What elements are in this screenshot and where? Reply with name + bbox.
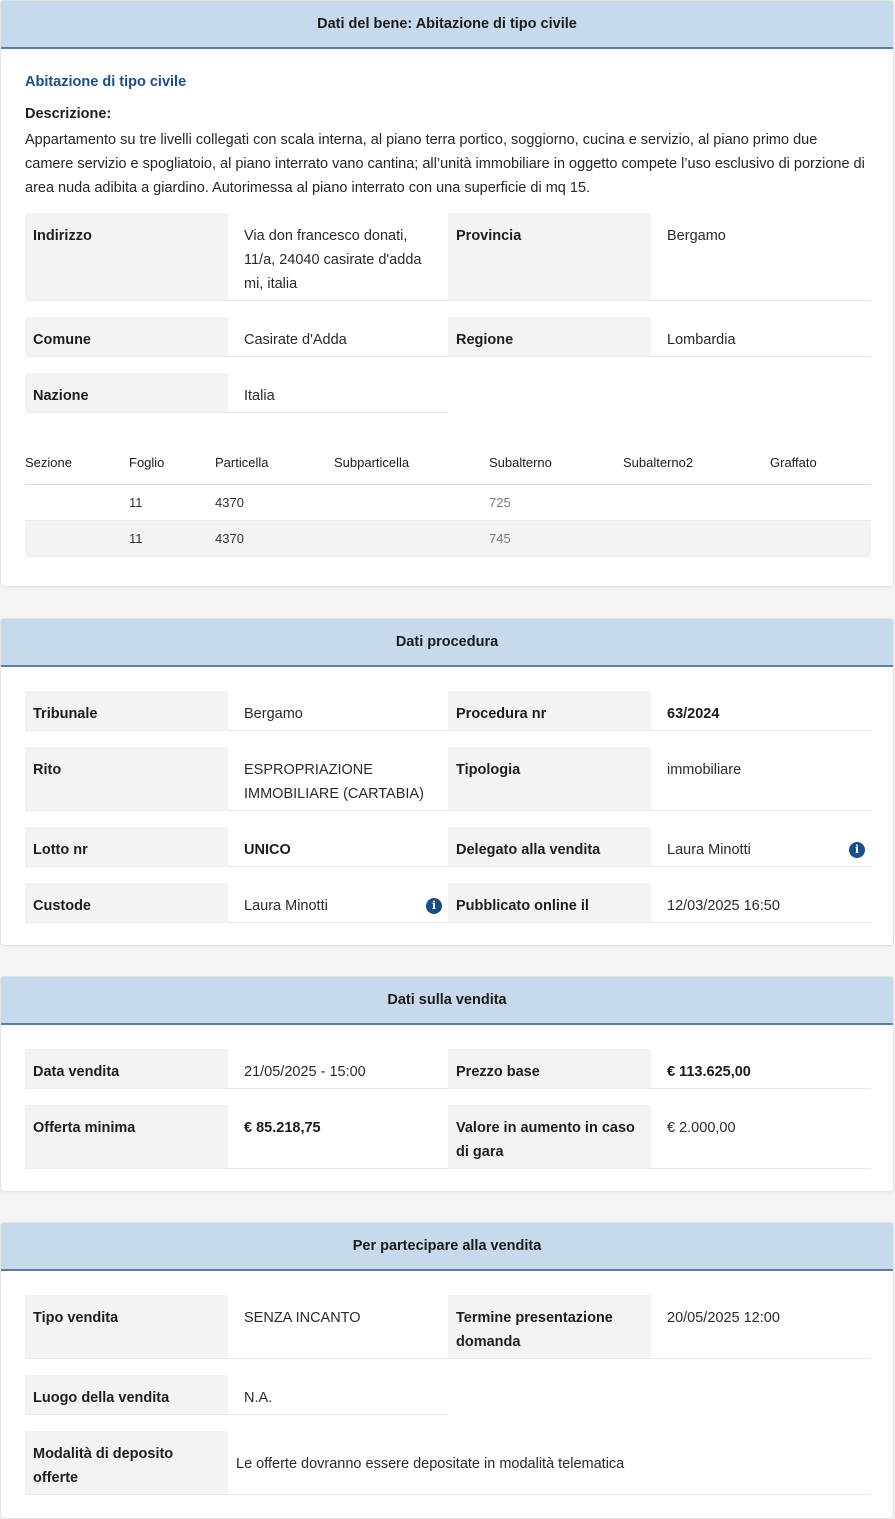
- field-row-offerta: [25, 1105, 871, 1169]
- tribunale-label: Tribunale: [25, 691, 228, 731]
- field-row-comune: [25, 317, 871, 357]
- data-vendita-label: Data vendita: [25, 1049, 228, 1089]
- field-row-tipo-vendita: [25, 1295, 871, 1359]
- info-icon[interactable]: i: [849, 842, 865, 858]
- catasto-table: [25, 441, 871, 557]
- luogo-label: Luogo della vendita: [25, 1375, 228, 1415]
- cell-particella: 4370: [215, 495, 244, 510]
- procedura-nr-value: 63/2024: [651, 691, 871, 731]
- termine-value: 20/05/2025 12:00: [651, 1295, 871, 1359]
- termine-label: Termine presentazione domanda: [448, 1295, 651, 1359]
- prezzo-base-value: € 113.625,00: [651, 1049, 871, 1089]
- description-text: Appartamento su tre livelli collegati con scala interna, al piano terra portico, soggiorno, cucina e servizio, al piano primo due camere servizio e spogliatoio, al piano interrato vano cantina; all’unità immobiliare in oggetto compete l’uso esclusivo di porzione di area nuda adibita a giardino. Autorimessa al piano interrato con una superficie di mq 15.: [25, 132, 865, 196]
- bene-header: Dati del bene: Abitazione di tipo civile: [1, 1, 893, 49]
- procedura-nr-label: Procedura nr: [448, 691, 651, 731]
- custode-value: Laura Minotti: [244, 898, 328, 914]
- table-row: [25, 485, 871, 521]
- nazione-value: Italia: [228, 373, 448, 413]
- col-subparticella: Subparticella: [334, 455, 410, 470]
- procedura-card: [0, 618, 894, 946]
- cell-subalterno: 745: [489, 531, 511, 546]
- provincia-value: Bergamo: [651, 213, 871, 301]
- col-particella: Particella: [215, 455, 269, 470]
- field-row-data-vendita: [25, 1049, 871, 1089]
- field-row-luogo: [25, 1375, 448, 1415]
- indirizzo-label: Indirizzo: [25, 213, 228, 301]
- bene-subtitle: Abitazione di tipo civile: [25, 74, 187, 90]
- cell-subalterno: 725: [489, 495, 511, 510]
- custode-cell: [228, 883, 448, 923]
- tribunale-value: Bergamo: [228, 691, 448, 731]
- pubblicato-label: Pubblicato online il: [448, 883, 651, 923]
- cell-foglio: 11: [129, 495, 143, 510]
- custode-label: Custode: [25, 883, 228, 923]
- bene-card: [0, 0, 894, 587]
- nazione-label: Nazione: [25, 373, 228, 413]
- tipologia-value: immobiliare: [651, 747, 871, 811]
- partecipare-header: Per partecipare alla vendita: [1, 1223, 893, 1271]
- rito-value: ESPROPRIAZIONE IMMOBILIARE (CARTABIA): [228, 747, 448, 811]
- offerta-minima-value: € 85.218,75: [228, 1105, 448, 1169]
- info-icon[interactable]: i: [426, 898, 442, 914]
- description-label: Descrizione:: [25, 106, 112, 122]
- lotto-label: Lotto nr: [25, 827, 228, 867]
- luogo-value: N.A.: [228, 1375, 448, 1415]
- catasto-header-row: [25, 441, 871, 485]
- field-row-modalita: [25, 1431, 871, 1495]
- delegato-cell: [651, 827, 871, 867]
- col-foglio: Foglio: [129, 455, 165, 470]
- lotto-value: UNICO: [228, 827, 448, 867]
- prezzo-base-label: Prezzo base: [448, 1049, 651, 1089]
- field-row-indirizzo: [25, 213, 871, 301]
- cell-particella: 4370: [215, 531, 244, 546]
- tipo-vendita-label: Tipo vendita: [25, 1295, 228, 1359]
- tipologia-label: Tipologia: [448, 747, 651, 811]
- aumento-value: € 2.000,00: [651, 1105, 871, 1169]
- procedura-header: Dati procedura: [1, 619, 893, 667]
- modalita-label: Modalità di deposito offerte: [25, 1431, 228, 1495]
- col-graffato: Graffato: [770, 455, 817, 470]
- regione-value: Lombardia: [651, 317, 871, 357]
- table-row: [25, 521, 871, 557]
- aumento-label: Valore in aumento in caso di gara: [448, 1105, 651, 1169]
- field-row-lotto: [25, 827, 871, 867]
- tipo-vendita-value: SENZA INCANTO: [228, 1295, 448, 1359]
- delegato-label: Delegato alla vendita: [448, 827, 651, 867]
- cell-foglio: 11: [129, 531, 143, 546]
- comune-value: Casirate d'Adda: [228, 317, 448, 357]
- field-row-nazione: [25, 373, 448, 413]
- offerta-minima-label: Offerta minima: [25, 1105, 228, 1169]
- data-vendita-value: 21/05/2025 - 15:00: [228, 1049, 448, 1089]
- regione-label: Regione: [448, 317, 651, 357]
- pubblicato-value: 12/03/2025 16:50: [651, 883, 871, 923]
- vendita-card: [0, 976, 894, 1192]
- partecipare-card: [0, 1222, 894, 1519]
- modalita-value: Le offerte dovranno essere depositate in modalità telematica: [228, 1431, 871, 1495]
- provincia-label: Provincia: [448, 213, 651, 301]
- comune-label: Comune: [25, 317, 228, 357]
- col-subalterno2: Subalterno2: [623, 455, 694, 470]
- col-subalterno: Subalterno: [489, 455, 552, 470]
- vendita-header: Dati sulla vendita: [1, 977, 893, 1025]
- indirizzo-value: Via don francesco donati, 11/a, 24040 casirate d'adda mi, italia: [228, 213, 448, 301]
- delegato-value: Laura Minotti: [667, 842, 751, 858]
- rito-label: Rito: [25, 747, 228, 811]
- field-row-custode: [25, 883, 871, 923]
- field-row-rito: [25, 747, 871, 811]
- col-sezione: Sezione: [25, 455, 72, 470]
- field-row-tribunale: [25, 691, 871, 731]
